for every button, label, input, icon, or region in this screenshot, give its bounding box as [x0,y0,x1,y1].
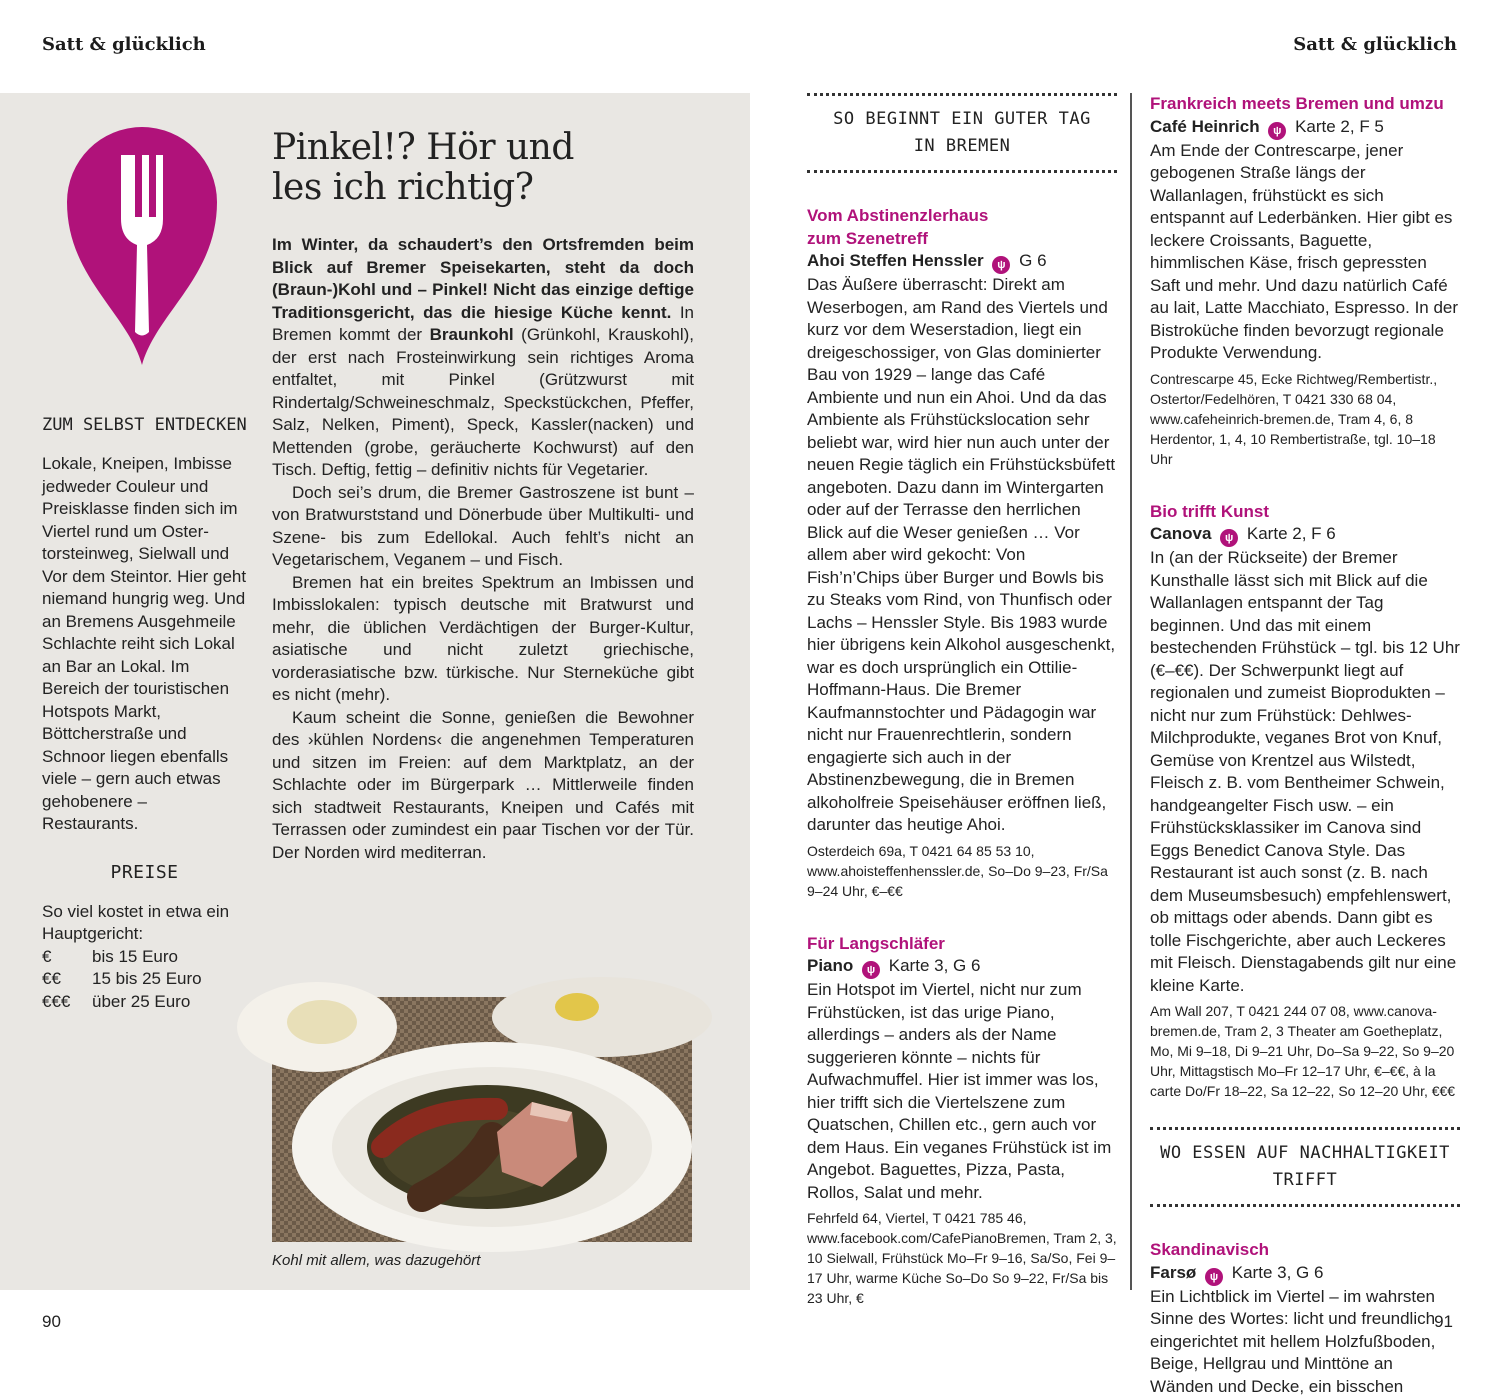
entry-text: Das Äußere überrascht: Direkt am Weserbogen, am Rand des Viertels und kurz vor dem Weserstadion, liegt ein dreigeschossiger, von Glas dominierter Bau von 1929 – lange das Café Ambiente und nun ein Ahoi. Und da das Ambiente als Frühstückslocation sehr beliebt war, wird hier nun auch unter der neuen Regie täglich ein Frühstücksbüfett angeboten. Dazu dann im Wintergarten oder auf der Terrasse den herrlichen Blick auf die Weser genießen … Vor allem aber wird gekocht: Von Fish’n’Chips über Burger und Bowls bis zu Steaks vom Rind, von Thunfisch oder Lachs – Henssler Style. Bis 1983 wurde hier übrigens kein Alkohol ausgeschenkt, war es doch ursprünglich ein Ottilie-Hoffmann-Haus. Die Bremer Kaufmannstochter und Pädagogin war nicht nur Frauenrechtlerin, sondern engagierte sich auch in der Abstinenzbewegung, die in Bremen alkoholfreie Speisehäuser eröffnen ließ, darunter das heutige Ahoi. [807,274,1117,837]
entry-info: Contrescarpe 45, Ecke Richtweg/Rembertistr., Ostertor/Fedelhören, T 0421 330 68 04, www.cafeheinrich-bremen.de, Tram 4, 6, 8 Herdentor, 1, 4, 10 Rembertistraße, tgl. 10–18 Uhr [1150,369,1460,469]
page-number-left: 90 [42,1312,61,1332]
entry-category: Vom Abstinenzlerhaus zum Szenetreff [807,205,1117,250]
map-ref: Karte 2, F 6 [1247,524,1336,543]
entry-info: Osterdeich 69a, T 0421 64 85 53 10, www.ahoisteffenhenssler.de, So–Do 9–23, Fr/Sa 9–24 Uhr, €–€€ [807,841,1117,901]
article-paragraph: Bremen hat ein breites Spektrum an Imbissen und Imbisslokalen: typisch deutsche mit Bratwurst und mehr, die üblichen Verdächtigen der Burger-Kultur, asiatische und nicht zuletzt griechische, vorderasiatische bzw. türkische. Nur Sterneküche gibt es nicht (mehr). [272,572,694,707]
photo-caption: Kohl mit allem, was dazugehört [272,1252,480,1269]
entry-text: In (an der Rückseite) der Bremer Kunsthalle lässt sich mit Blick auf die Wallanlagen entspannt der Tag beginnen. Und das mit einem bestechenden Frühstück – tgl. bis 12 Uhr (€–€€). Der Schwerpunkt liegt auf regionalen und zumeist Bioprodukten – nicht nur zum Frühstück: Dehlwes-Milchprodukte, veganes Brot von Knuf, Gemüse von Krentzel aus Wilstedt, Fleisch z. B. vom Bentheimer Schwein, handgeangelter Fisch usw. – ein Frühstücksklassiker im Canova sind Eggs Benedict Canova Style. Das Restaurant ist auch sonst (z. B. nach dem Museumsbesuch) empfehlenswert, ob mittags oder abends. Dann gibt es tolle Fischgerichte, aber auch Leckeres mit Fleisch. Dienstagabends gilt nur eine kleine Karte. [1150,547,1460,997]
dotted-divider [807,170,1117,173]
running-head-left: Satt & glücklich [42,34,206,55]
section-heading: WO ESSEN AUF NACHHALTIGKEIT TRIFFT [1150,1130,1460,1204]
map-ref: Karte 2, F 5 [1295,117,1384,136]
fork-icon: ψ [1268,122,1286,140]
prices-heading: PREISE [42,862,247,883]
entry-info: Fehrfeld 64, Viertel, T 0421 785 46, www.facebook.com/CafePianoBremen, Tram 2, 3, 10 Sielwall, Frühstück Mo–Fr 9–16, Sa/So, Fei 9–17 Uhr, warme Küche So–Do So 9–22, Fr/Sa bis 23 Uhr, € [807,1208,1117,1308]
dotted-divider [1150,1204,1460,1207]
price-row: € bis 15 Euro [42,946,247,969]
listing-entry [1150,1239,1460,1398]
running-head-right: Satt & glücklich [1293,34,1457,55]
fork-icon: ψ [1220,529,1238,547]
fork-icon: ψ [1205,1268,1223,1286]
entry-name: Café Heinrich ψ Karte 2, F 5 [1150,116,1460,140]
listing-entry [807,933,1117,1309]
entry-category: Frankreich meets Bremen und umzu [1150,93,1460,116]
price-row: €€€ über 25 Euro [42,991,247,1014]
listing-entry [1150,501,1460,1102]
discover-text: Lokale, Kneipen, Imbisse jedweder Couleur und Preisklasse finden sich im Viertel rund um Ostertorsteinweg, Sielwall und Vor dem Steintor. Hier geht niemand hungrig weg. Und an Bremens Ausgehmeile Schlachte reiht sich Lokal an Bar an Lokal. Im Bereich der touristischen Hotspots Markt, Böttcherstraße und Schnoor liegen ebenfalls viele – gern auch etwas gehobenere – Restaurants. [42,453,247,836]
entry-name: Farsø ψ Karte 3, G 6 [1150,1262,1460,1286]
article-paragraph: Kaum scheint die Sonne, genießen die Bewohner des ›kühlen Nordens‹ die angenehmen Temperaturen und sitzen im Freien: auf dem Marktplatz, an der Schlachte oder im Bürgerpark … Mittlerweile finden sich stadtweit Restaurants, Kneipen und Cafés mit Terrassen oder zumindest ein paar Tischen vor der Tür. Der Norden wird mediterran. [272,707,694,865]
article-lead: Im Winter, da schaudert’s den Ortsfremden beim Blick auf Bremer Speisekarten, steht da doch (Braun-)Kohl und – Pinkel! Nicht das einzige deftige Traditionsgericht, das die hiesige Küche kennt. In Bremen kommt der Braunkohl (Grünkohl, Krauskohl), der erst nach Frosteinwirkung sein richtiges Aroma entfaltet, mit Pinkel (Grützwurst mit Rindertalg/Schweineschmalz, Speckstückchen, Pfeffer, Salz, Nelken, Piment), Speck, Kassler(nacken) und Mettenden (grobe, geräucherte Kochwurst) auf den Tisch. Deftig, fettig – definitiv nichts für Vegetarier. [272,234,694,482]
fork-icon: ψ [992,256,1010,274]
listing-entry [1150,93,1460,469]
map-ref: G 6 [1019,251,1046,270]
section-heading: SO BEGINNT EIN GUTER TAG IN BREMEN [807,96,1117,170]
price-list [42,946,247,1014]
discover-heading: ZUM SELBST ENTDECKEN [42,415,247,435]
entry-text: Ein Lichtblick im Viertel – im wahrsten Sinne des Wortes: licht und freundlich eingerichtet mit hellem Holzfußboden, Beige, Hellgrau und Minttöne an Wänden und Decke, ein bisschen [1150,1286,1460,1398]
fork-pin-icon [67,127,217,367]
column-right [1150,93,1460,1398]
fork-icon: ψ [862,961,880,979]
column-middle [807,93,1117,1308]
entry-category: Bio trifft Kunst [1150,501,1460,524]
entry-name: Piano ψ Karte 3, G 6 [807,955,1117,979]
entry-name: Canova ψ Karte 2, F 6 [1150,523,1460,547]
map-ref: Karte 3, G 6 [1232,1263,1324,1282]
sidebar [42,415,247,1013]
entry-info: Am Wall 207, T 0421 244 07 08, www.canova-bremen.de, Tram 2, 3 Theater am Goetheplatz, Mo, Mi 9–18, Di 9–21 Uhr, Do–Sa 9–22, So 9–20 Uhr, Mittagstisch Mo–Fr 12–17 Uhr, €–€€, à la carte Do/Fr 18–22, Sa 12–22, So 12–20 Uhr, €€€ [1150,1001,1460,1101]
entry-text: Am Ende der Contrescarpe, jener gebogenen Straße längs der Wallanlagen, frühstückt es sich entspannt auf Lederbänken. Hier gibt es leckere Croissants, Baguette, himmlischen Käse, frisch gepressten Saft und mehr. Und dazu natürlich Café au lait, Latte Macchiato, Espresso. In der Bistroküche finden bevorzugt regionale Produkte Verwendung. [1150,140,1460,365]
entry-category: Für Langschläfer [807,933,1117,956]
map-ref: Karte 3, G 6 [889,956,981,975]
article-headline: Pinkel!? Hör und les ich richtig? [272,128,694,208]
entry-category: Skandinavisch [1150,1239,1460,1262]
page-number-right: 91 [1434,1312,1453,1332]
prices-intro: So viel kostet in etwa ein Hauptgericht: [42,901,247,946]
column-rule [1130,93,1132,1290]
article-paragraph: Doch sei’s drum, die Bremer Gastroszene ist bunt – von Bratwurststand und Dönerbude über Multikulti- und Szene- bis zum Edellokal. Auch fehlt’s nicht an Vegetarischem, Veganem – und Fisch. [272,482,694,572]
article [272,128,694,864]
entry-name: Ahoi Steffen Henssler ψ G 6 [807,250,1117,274]
listing-entry [807,205,1117,901]
kohl-dish-photo [272,997,692,1242]
entry-text: Ein Hotspot im Viertel, nicht nur zum Frühstücken, ist das urige Piano, allerdings – anders als der Name suggerieren könnte – nichts für Aufwachmuffel. Hier ist immer was los, hier trifft sich die Viertelszene zum Quatschen, Chillen etc., gern auch vor dem Haus. Ein veganes Frühstück ist im Angebot. Baguettes, Pizza, Pasta, Rollos, Salat und mehr. [807,979,1117,1204]
price-row: €€ 15 bis 25 Euro [42,968,247,991]
